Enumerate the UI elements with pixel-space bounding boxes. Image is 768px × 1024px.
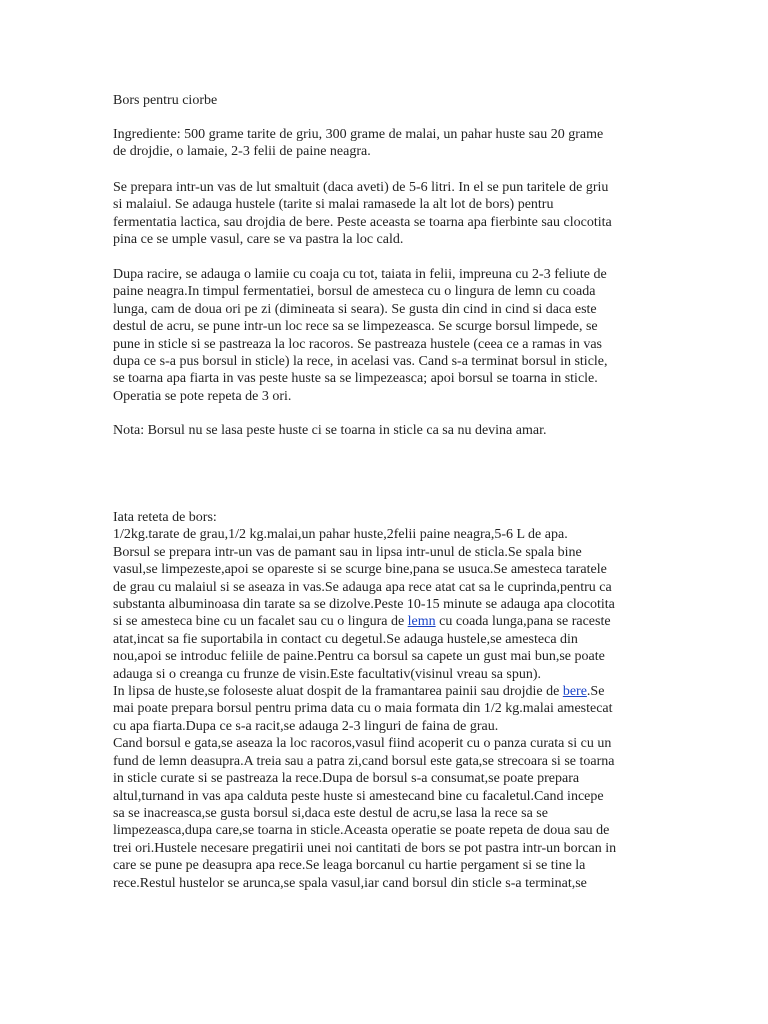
preparation-paragraph	[113, 179, 661, 249]
paragraph-line: Dupa racire, se adauga o lamiie cu coaja cu tot, taiata in felii, impreuna cu 2-3 feliute de	[113, 267, 607, 282]
paragraph-line: mai poate prepara borsul pentru prima data cu o maia formata din 1/2 kg.malai amestecat	[113, 701, 613, 717]
paragraph-line: Cand borsul e gata,se aseaza la loc racoros,vasul fiind acoperit cu o panza curata si cu un	[113, 736, 612, 752]
paragraph-line: atat,incat sa fie suportabila in contact cu degetul.Se adauga hustele,se amesteca din	[113, 631, 578, 647]
paragraph-line	[113, 613, 661, 630]
note-line: Nota: Borsul nu se lasa peste huste ci se toarna in sticle ca sa nu devina amar.	[113, 423, 547, 438]
fermentation-paragraph	[113, 266, 661, 405]
second-recipe-section	[113, 509, 661, 892]
paragraph-line: pune in sticle si se pastreaza la loc racoros. Se pastreaza hustele (ceea ce a ramas in vas	[113, 336, 602, 352]
paragraph-line: lunga, cam de doua ori pe zi (dimineata si seara). Se gusta din cind in cind si daca este	[113, 301, 597, 317]
paragraph-line: se toarna apa fiarta in vas peste huste sa se limpezeasca; apoi borsul se toarna in sticle.	[113, 371, 598, 387]
paragraph-line: paine neagra.In timpul fermentatiei, borsul de amesteca cu o lingura de lemn cu coada	[113, 284, 596, 300]
document-title-block	[113, 92, 661, 109]
lemn-link[interactable]: lemn	[407, 614, 436, 630]
note-paragraph	[113, 422, 661, 439]
paragraph-line: trei ori.Hustele necesare pregatirii unei noi cantitati de bors se pot pastra intr-un borcan in	[113, 840, 617, 856]
ingredients-line: Ingrediente: 500 grame tarite de griu, 300 grame de malai, un pahar huste sau 20 grame	[113, 127, 604, 142]
paragraph-line: substanta albuminoasa din tarate sa se dizolve.Peste 10-15 minute se adauga apa clocotita	[113, 597, 615, 613]
paragraph-line	[113, 683, 661, 700]
paragraph-line: si malaiul. Se adauga hustele (tarite si malai ramasede la alt lot de bors) pentru	[113, 197, 554, 213]
paragraph-line: destul de acru, se pune intr-un loc rece sa se limpezeasca. Se scurge borsul limpede, se	[113, 319, 598, 335]
paragraph-line: limpezeasca,dupa care,se toarna in sticle.Aceasta operatie se poate repeta de doua sau de	[113, 823, 610, 839]
line-text: In lipsa de huste,se foloseste aluat dospit de la framantarea painii sau drojdie de	[113, 684, 563, 700]
paragraph-line: nou,apoi se introduc feliile de paine.Pentru ca borsul sa capete un gust mai bun,se poate	[113, 649, 605, 665]
paragraph-line: sa se inacreasca,se gusta borsul si,daca este destul de acru,se lasa la rece sa se	[113, 805, 548, 821]
paragraph-line: in sticle curate si se pastreaza la rece.Dupa de borsul s-a consumat,se poate prepara	[113, 771, 580, 787]
paragraph-line: care se pune pe deasupra apa rece.Se leaga borcanul cu hartie pergament si se tine la	[113, 858, 586, 874]
paragraph-line: dupa ce s-a pus borsul in sticle) la rece, in acelasi vas. Cand s-a terminat borsul in sticle,	[113, 354, 608, 370]
ingredients-paragraph	[113, 126, 661, 161]
paragraph-line: Se prepara intr-un vas de lut smaltuit (daca aveti) de 5-6 litri. In el se pun taritele de griu	[113, 180, 609, 195]
line-text: .Se	[586, 684, 605, 700]
paragraph-line: cu apa fiarta.Dupa ce s-a racit,se adauga 2-3 linguri de faina de grau.	[113, 718, 499, 734]
paragraph-line: pina ce se umple vasul, care se va pastra la loc cald.	[113, 232, 404, 248]
paragraph-line: Operatia se pote repeta de 3 ori.	[113, 388, 292, 404]
paragraph-line: adauga si o creanga cu frunze de visin.Este facultativ(visinul vreau sa spun).	[113, 666, 542, 682]
recipe-intro: Iata reteta de bors:	[113, 510, 217, 525]
paragraph-line: de grau cu malaiul si se aseaza in vas.Se adauga apa rece atat cat sa le cuprinda,pentru ca	[113, 579, 612, 595]
document-title: Bors pentru ciorbe	[113, 93, 218, 108]
paragraph-line: rece.Restul hustelor se arunca,se spala vasul,iar cand borsul din sticle s-a terminat,se	[113, 875, 587, 891]
bere-link[interactable]: bere	[562, 684, 587, 700]
line-text: si se amesteca bine cu un facalet sau cu o lingura de	[113, 614, 408, 630]
recipe-ingredients-line: 1/2kg.tarate de grau,1/2 kg.malai,un pahar huste,2felii paine neagra,5-6 L de apa.	[113, 527, 568, 543]
ingredients-line: de drojdie, o lamaie, 2-3 felii de paine neagra.	[113, 144, 371, 160]
paragraph-line: fund de lemn deasupra.A treia sau a patra zi,cand borsul este gata,se strecoara si se toarna	[113, 753, 615, 769]
paragraph-line: fermentatia lactica, sau drojdia de bere. Peste aceasta se toarna apa fierbinte sau clocotita	[113, 214, 612, 230]
paragraph-line: vasul,se limpezeste,apoi se opareste si se scurge bine,pana se usuca.Se amesteca taratele	[113, 562, 607, 578]
paragraph-line: altul,turnand in vas apa calduta peste huste si amestecand bine cu facaletul.Cand incepe	[113, 788, 604, 804]
line-text: cu coada lunga,pana se raceste	[435, 614, 611, 630]
paragraph-line: Borsul se prepara intr-un vas de pamant sau in lipsa intr-unul de sticla.Se spala bine	[113, 544, 582, 560]
